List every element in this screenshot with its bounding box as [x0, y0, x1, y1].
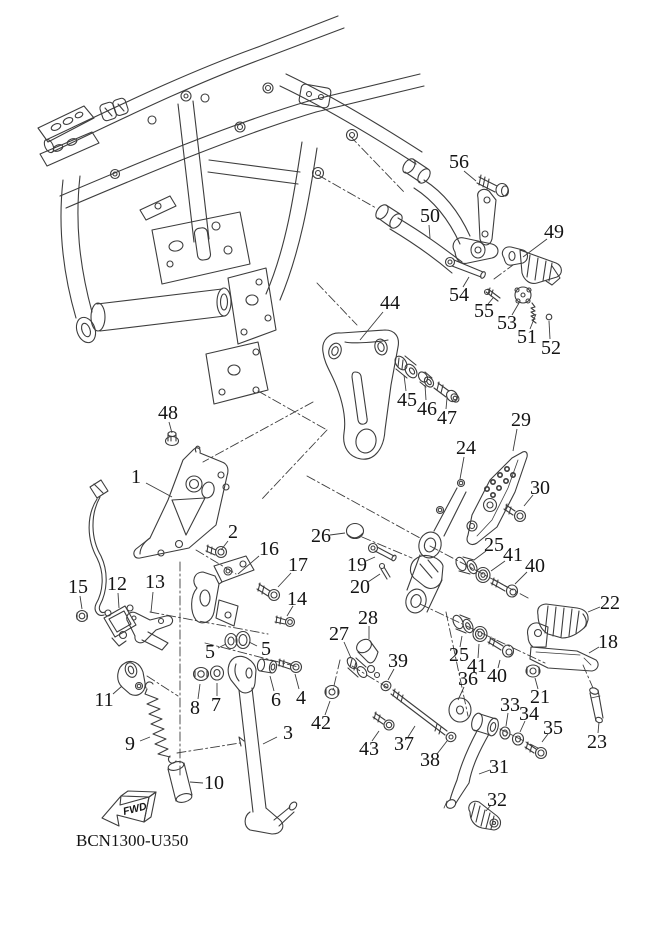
- callout-38: 38: [420, 749, 440, 771]
- callout-54: 54: [449, 284, 469, 306]
- part-52-ball: [546, 314, 552, 320]
- callout-18: 18: [598, 631, 618, 653]
- part-14-bolt: [275, 616, 295, 627]
- callout-28: 28: [358, 607, 378, 629]
- part-26-cap: [347, 524, 364, 539]
- callout-52: 52: [541, 337, 561, 359]
- callout-leader-26: [330, 533, 345, 535]
- part-37-shift-rod: [391, 689, 447, 735]
- callout-40: 40: [525, 555, 545, 577]
- part-16-sidestand-bracket: [192, 556, 254, 626]
- callout-16: 16: [259, 538, 279, 560]
- callout-leader-19: [366, 557, 375, 561]
- callout-30: 30: [530, 477, 550, 499]
- part-21-nut: [526, 665, 540, 677]
- callout-39: 39: [388, 650, 408, 672]
- callout-42: 42: [311, 712, 331, 734]
- callout-45: 45: [397, 389, 417, 411]
- callout-7: 7: [211, 694, 221, 716]
- part-5-washers: [225, 632, 250, 649]
- callout-50: 50: [420, 205, 440, 227]
- callout-21: 21: [530, 686, 550, 708]
- part-9-spring: [145, 682, 176, 763]
- callout-46: 46: [417, 398, 437, 420]
- callout-11: 11: [94, 689, 114, 711]
- callout-26: 26: [311, 525, 331, 547]
- callout-4: 4: [296, 687, 306, 709]
- frame-sketch: [38, 16, 424, 404]
- callout-leader-22: [588, 607, 600, 612]
- callout-37: 37: [394, 733, 414, 755]
- part-24-rear-bracket: [403, 480, 466, 616]
- callout-33: 33: [500, 694, 520, 716]
- callout-34: 34: [519, 703, 539, 725]
- diagram-code: BCN1300-U350: [76, 831, 189, 850]
- callout-leader-2: [221, 541, 228, 550]
- callout-leader-29: [513, 429, 517, 451]
- callout-24: 24: [456, 437, 476, 459]
- callout-25: 25: [484, 534, 504, 556]
- callout-48: 48: [158, 402, 178, 424]
- callout-leader-3: [263, 737, 277, 744]
- callout-leader-16: [238, 556, 259, 574]
- callout-6: 6: [271, 689, 281, 711]
- callout-15: 15: [68, 576, 88, 598]
- callout-12: 12: [107, 573, 127, 595]
- fwd-label: FWD: [121, 800, 148, 818]
- callout-13: 13: [145, 571, 165, 593]
- callout-leader-44: [360, 312, 383, 340]
- callout-8: 8: [190, 697, 200, 719]
- callout-leader-13: [151, 592, 153, 612]
- callout-leader-11: [113, 686, 122, 694]
- callout-leader-10: [190, 782, 203, 783]
- callout-41: 41: [467, 655, 487, 677]
- part-23-pin: [589, 687, 603, 724]
- part-33-washer: [500, 727, 510, 739]
- callout-leader-24: [460, 457, 464, 479]
- callout-leader-9: [140, 737, 150, 741]
- part-15-nut: [77, 611, 88, 622]
- callout-numbers: [68, 151, 620, 811]
- part-7-washer: [211, 666, 224, 680]
- callout-9: 9: [125, 733, 135, 755]
- fwd-arrow-icon: [102, 791, 156, 826]
- part-46-collar: [417, 370, 436, 389]
- part-17-bolt: [257, 583, 280, 601]
- callout-36: 36: [458, 668, 478, 690]
- part-42-nut: [325, 686, 339, 699]
- part-4-bolt: [278, 659, 302, 673]
- part-8-nut: [194, 668, 209, 681]
- part-18-rear-footrest: [528, 623, 599, 671]
- part-27-joint: [345, 656, 379, 679]
- part-45-bushing: [393, 354, 420, 380]
- part-56-bolt: [477, 175, 509, 197]
- callout-35: 35: [543, 717, 563, 739]
- callout-40: 40: [487, 665, 507, 687]
- callout-41: 41: [503, 544, 523, 566]
- part-36-washer-plate: [449, 698, 471, 722]
- callout-5: 5: [205, 641, 215, 663]
- part-44-bracket: [323, 330, 399, 459]
- part-47-bolt: [434, 382, 461, 404]
- callout-22: 22: [600, 592, 620, 614]
- callout-leader-12: [118, 593, 119, 608]
- callout-53: 53: [497, 312, 517, 334]
- callout-23: 23: [587, 731, 607, 753]
- callout-49: 49: [544, 221, 564, 243]
- part-39-nut: [379, 680, 392, 693]
- callout-43: 43: [359, 738, 379, 760]
- callout-20: 20: [350, 576, 370, 598]
- part-12-sidestand-switch: [89, 480, 136, 646]
- callout-32: 32: [487, 789, 507, 811]
- callout-14: 14: [287, 588, 307, 610]
- part-3-side-stand: [228, 656, 298, 834]
- callout-25: 25: [449, 644, 469, 666]
- callout-29: 29: [511, 409, 531, 431]
- part-25-dampers: [451, 556, 479, 634]
- part-35-bolt: [525, 742, 547, 759]
- part-53-cam-plate: [515, 287, 531, 303]
- part-43-bolt: [373, 712, 394, 730]
- part-20-clip: [380, 564, 391, 580]
- callout-44: 44: [380, 292, 400, 314]
- part-22-footrest-rubber: [538, 604, 588, 638]
- part-1-front-bracket: [134, 446, 229, 558]
- callout-3: 3: [283, 722, 293, 744]
- part-29-heel-guard: [467, 452, 527, 545]
- callout-5: 5: [261, 638, 271, 660]
- callout-56: 56: [449, 151, 469, 173]
- callout-47: 47: [437, 407, 457, 429]
- part-13-lever: [127, 612, 173, 650]
- part-34-washer: [513, 733, 524, 745]
- callout-1: 1: [131, 466, 141, 488]
- callout-27: 27: [329, 623, 349, 645]
- part-11-bracket: [118, 661, 145, 695]
- callout-leader-5: [249, 642, 257, 646]
- part-48-nut: [166, 432, 179, 446]
- callout-55: 55: [474, 300, 494, 322]
- callout-17: 17: [288, 554, 308, 576]
- callout-2: 2: [228, 521, 238, 543]
- callout-51: 51: [517, 326, 537, 348]
- callout-19: 19: [347, 554, 367, 576]
- callout-leader-1: [146, 483, 172, 497]
- callout-31: 31: [489, 756, 509, 778]
- callout-10: 10: [204, 772, 224, 794]
- part-41-washers: [473, 568, 490, 642]
